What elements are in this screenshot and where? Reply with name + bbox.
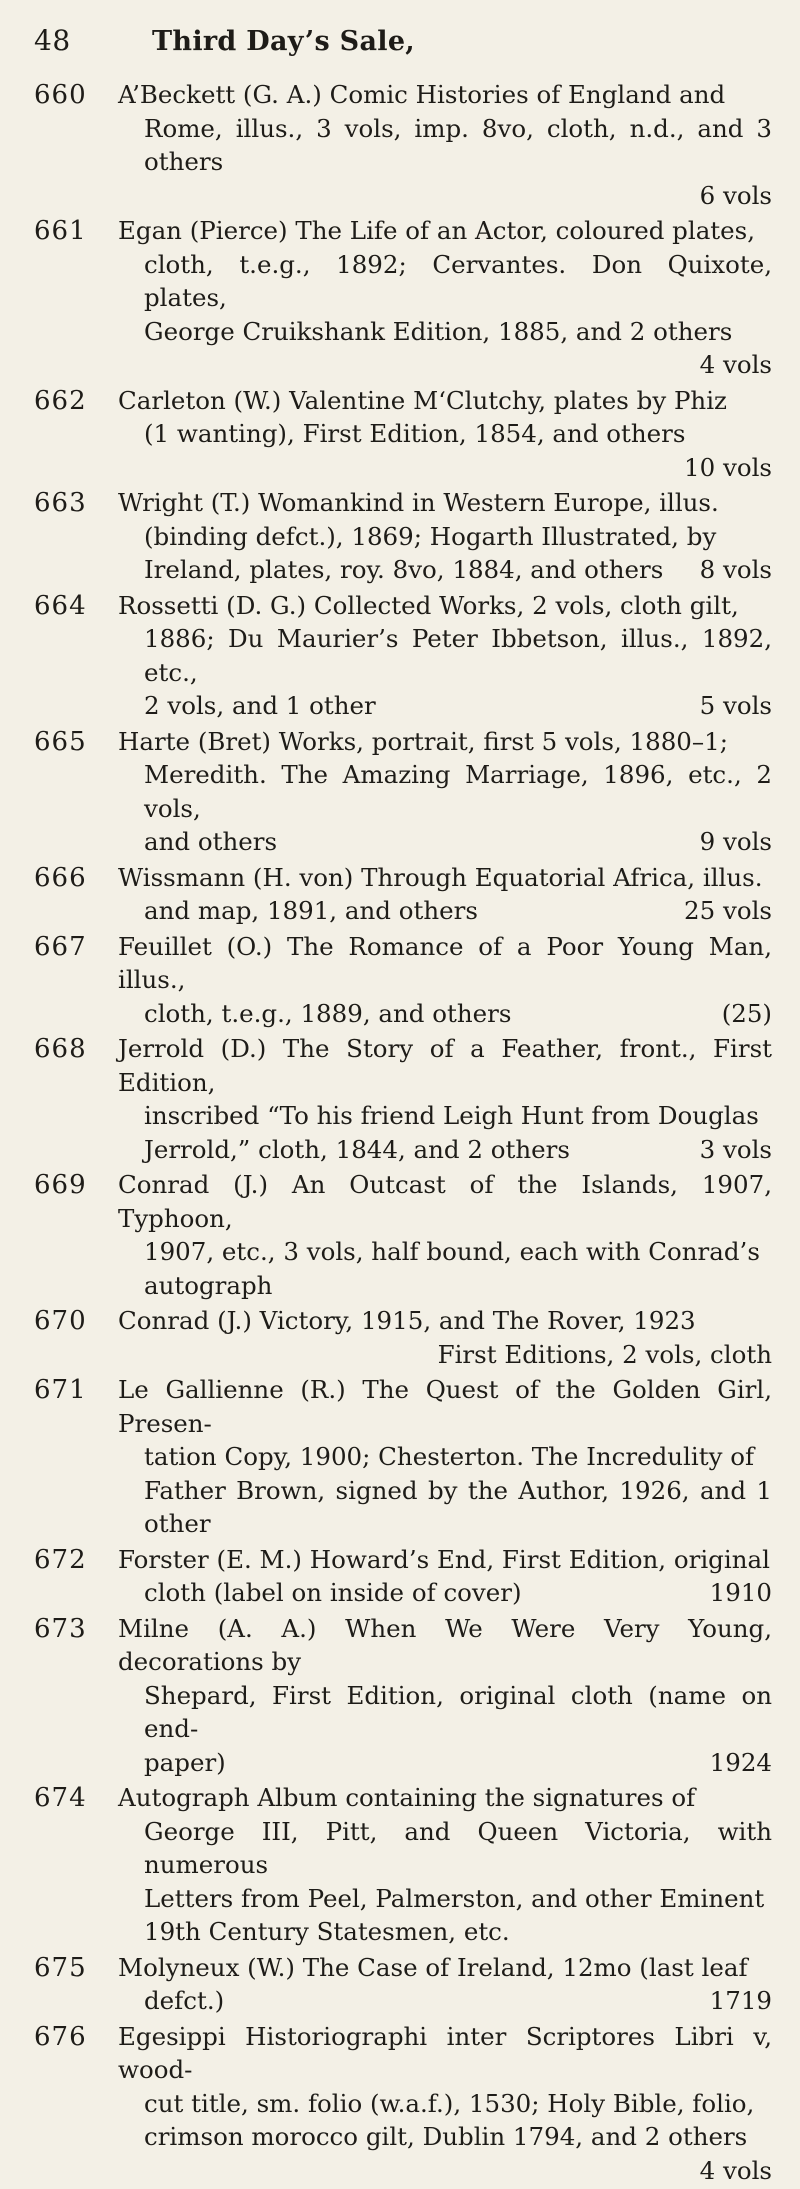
lot-line: 1910 cloth (label on inside of cover) bbox=[118, 1576, 772, 1610]
lot-line: inscribed “To his friend Leigh Hunt from Douglas bbox=[144, 1101, 759, 1130]
page-header bbox=[34, 24, 760, 64]
lot-line: cut title, sm. folio (w.a.f.), 1530; Holy Bible, folio, bbox=[144, 2088, 755, 2118]
lot-number: 666 bbox=[34, 862, 87, 893]
lot-description bbox=[118, 384, 772, 485]
lot-number: 663 bbox=[34, 488, 87, 518]
lot-number: 668 bbox=[34, 1034, 87, 1064]
lot-entry bbox=[34, 930, 772, 1031]
lot-line: autograph bbox=[144, 1270, 273, 1300]
lot-line: Carleton (W.) Valentine M‘Clutchy, plates by Phiz bbox=[118, 385, 727, 415]
lot-line: Letters from Peel, Palmerston, and other Eminent bbox=[144, 1883, 765, 1913]
lot-line: A’Beckett (G. A.) Comic Histories of England and bbox=[118, 80, 726, 109]
lot-line: Meredith. The Amazing Marriage, 1896, etc., 2 vols, bbox=[144, 760, 772, 823]
lot-line: crimson morocco gilt, Dublin 1794, and 2 others bbox=[144, 2122, 748, 2151]
lot-line: (1 wanting), First Edition, 1854, and others bbox=[144, 419, 686, 448]
lot-list bbox=[34, 78, 772, 2189]
lot-number: 676 bbox=[34, 2021, 87, 2052]
lot-entry bbox=[34, 589, 772, 723]
lot-number: 664 bbox=[34, 590, 87, 621]
lot-number: 673 bbox=[34, 1613, 87, 1644]
lot-description bbox=[118, 1032, 772, 1166]
lot-description bbox=[118, 1951, 772, 2018]
lot-number: 669 bbox=[34, 1170, 87, 1200]
lot-line: 1719 defct.) bbox=[118, 1984, 772, 2018]
lot-description bbox=[118, 1373, 772, 1541]
lot-line: Conrad (J.) Victory, 1915, and The Rover, 1923 bbox=[118, 1306, 696, 1335]
lot-entry bbox=[34, 1543, 772, 1610]
lot-volumes: 3 vols bbox=[699, 1134, 772, 1164]
lot-description bbox=[118, 486, 772, 587]
lot-line: Feuillet (O.) The Romance of a Poor Young Man, illus., bbox=[118, 931, 772, 994]
lot-entry bbox=[34, 214, 772, 382]
lot-line: George Cruikshank Edition, 1885, and 2 others bbox=[144, 316, 733, 346]
lot-entry bbox=[34, 1781, 772, 1949]
lot-volumes: (25) bbox=[721, 998, 772, 1028]
lot-description bbox=[118, 589, 772, 723]
lot-line: (binding defct.), 1869; Hogarth Illustrated, by bbox=[144, 521, 717, 551]
lot-description bbox=[118, 2020, 772, 2188]
lot-line: Shepard, First Edition, original cloth (name on end- bbox=[144, 1680, 772, 1743]
lot-description bbox=[118, 1612, 772, 1780]
lot-number: 667 bbox=[34, 931, 87, 962]
lot-number: 662 bbox=[34, 385, 87, 416]
lot-entry bbox=[34, 78, 772, 212]
lot-line: (25) cloth, t.e.g., 1889, and others bbox=[118, 997, 772, 1031]
lot-line: Jerrold (D.) The Story of a Feather, front., First Edition, bbox=[118, 1034, 772, 1097]
lot-line: 1886; Du Maurier’s Peter Ibbetson, illus., 1892, etc., bbox=[144, 624, 772, 687]
lot-entry bbox=[34, 1612, 772, 1780]
lot-number: 661 bbox=[34, 216, 87, 246]
lot-description bbox=[118, 1781, 772, 1949]
lot-volumes: 10 vols bbox=[684, 452, 772, 482]
lot-line: Milne (A. A.) When We Were Very Young, decorations by bbox=[118, 1613, 772, 1676]
lot-line: 25 vols and map, 1891, and others bbox=[118, 894, 772, 928]
lot-line: Egesippi Historiographi inter Scriptores Libri v, wood- bbox=[118, 2021, 772, 2084]
lot-line: tation Copy, 1900; Chesterton. The Incredulity of bbox=[144, 1442, 755, 1471]
lot-entry bbox=[34, 861, 772, 928]
lot-number: 671 bbox=[34, 1375, 87, 1405]
lot-line: Egan (Pierce) The Life of an Actor, coloured plates, bbox=[118, 216, 755, 245]
lot-number: 675 bbox=[34, 1952, 87, 1983]
lot-line: 1924 paper) bbox=[118, 1746, 772, 1780]
lot-number: 665 bbox=[34, 726, 87, 757]
lot-line: Conrad (J.) An Outcast of the Islands, 1907, Typhoon, bbox=[118, 1170, 772, 1233]
lot-volumes: 6 vols bbox=[699, 180, 772, 210]
lot-line: Wissmann (H. von) Through Equatorial Africa, illus. bbox=[118, 862, 763, 892]
lot-line: Father Brown, signed by the Author, 1926, and 1 other bbox=[144, 1475, 772, 1538]
lot-line: Forster (E. M.) Howard’s End, First Edition, original bbox=[118, 1544, 770, 1574]
lot-number: 674 bbox=[34, 1783, 87, 1813]
lot-volumes: 9 vols bbox=[699, 827, 772, 856]
lot-volumes: 5 vols bbox=[699, 691, 772, 720]
lot-entry bbox=[34, 1951, 772, 2018]
lot-volumes: 4 vols bbox=[699, 350, 772, 379]
lot-volumes: 8 vols bbox=[699, 555, 772, 584]
lot-number: 672 bbox=[34, 1544, 87, 1575]
lot-entry bbox=[34, 725, 772, 859]
lot-line: 8 vols Ireland, plates, roy. 8vo, 1884, and others bbox=[118, 553, 772, 587]
lot-line: cloth, t.e.g., 1892; Cervantes. Don Quixote, plates, bbox=[144, 249, 772, 312]
lot-number: 660 bbox=[34, 80, 87, 110]
lot-line: 19th Century Statesmen, etc. bbox=[144, 1917, 510, 1946]
lot-entry bbox=[34, 384, 772, 485]
lot-line: 3 vols Jerrold,” cloth, 1844, and 2 others bbox=[118, 1133, 772, 1167]
lot-line: Rome, illus., 3 vols, imp. 8vo, cloth, n.d., and 3 others bbox=[144, 113, 772, 176]
lot-entry bbox=[34, 1032, 772, 1166]
lot-line: Rossetti (D. G.) Collected Works, 2 vols, cloth gilt, bbox=[118, 590, 739, 620]
lot-volumes: First Editions, 2 vols, cloth bbox=[437, 1339, 772, 1369]
lot-line: 5 vols 2 vols, and 1 other bbox=[118, 689, 772, 723]
page-number: 48 bbox=[34, 24, 71, 57]
lot-number: 670 bbox=[34, 1306, 87, 1336]
lot-description bbox=[118, 1168, 772, 1302]
lot-line: Harte (Bret) Works, portrait, first 5 vols, 1880–1; bbox=[118, 726, 728, 756]
running-title: Third Day’s Sale, bbox=[152, 26, 415, 57]
lot-description bbox=[118, 1543, 772, 1610]
lot-volumes: 4 vols bbox=[699, 2155, 772, 2185]
lot-description bbox=[118, 78, 772, 212]
lot-volumes: 1924 bbox=[709, 1747, 772, 1777]
lot-entry bbox=[34, 1168, 772, 1302]
lot-entry bbox=[34, 2020, 772, 2188]
lot-volumes: 1719 bbox=[709, 1986, 772, 2015]
lot-line: Autograph Album containing the signatures of bbox=[118, 1783, 696, 1812]
lot-entry bbox=[34, 1304, 772, 1371]
lot-line: Wright (T.) Womankind in Western Europe, illus. bbox=[118, 488, 719, 517]
lot-volumes: 1910 bbox=[709, 1578, 772, 1607]
lot-description bbox=[118, 1304, 772, 1371]
lot-description bbox=[118, 725, 772, 859]
lot-volumes: 25 vols bbox=[684, 896, 772, 925]
lot-line: 1907, etc., 3 vols, half bound, each with Conrad’s bbox=[144, 1237, 760, 1266]
lot-entry bbox=[34, 1373, 772, 1541]
lot-line: Molyneux (W.) The Case of Ireland, 12mo (last leaf bbox=[118, 1952, 748, 1982]
lot-line: George III, Pitt, and Queen Victoria, with numerous bbox=[144, 1816, 772, 1879]
lot-description bbox=[118, 930, 772, 1031]
lot-description bbox=[118, 861, 772, 928]
lot-line: Le Gallienne (R.) The Quest of the Golden Girl, Presen- bbox=[118, 1375, 772, 1438]
lot-line: 9 vols and others bbox=[118, 825, 772, 859]
lot-description bbox=[118, 214, 772, 382]
lot-entry bbox=[34, 486, 772, 587]
